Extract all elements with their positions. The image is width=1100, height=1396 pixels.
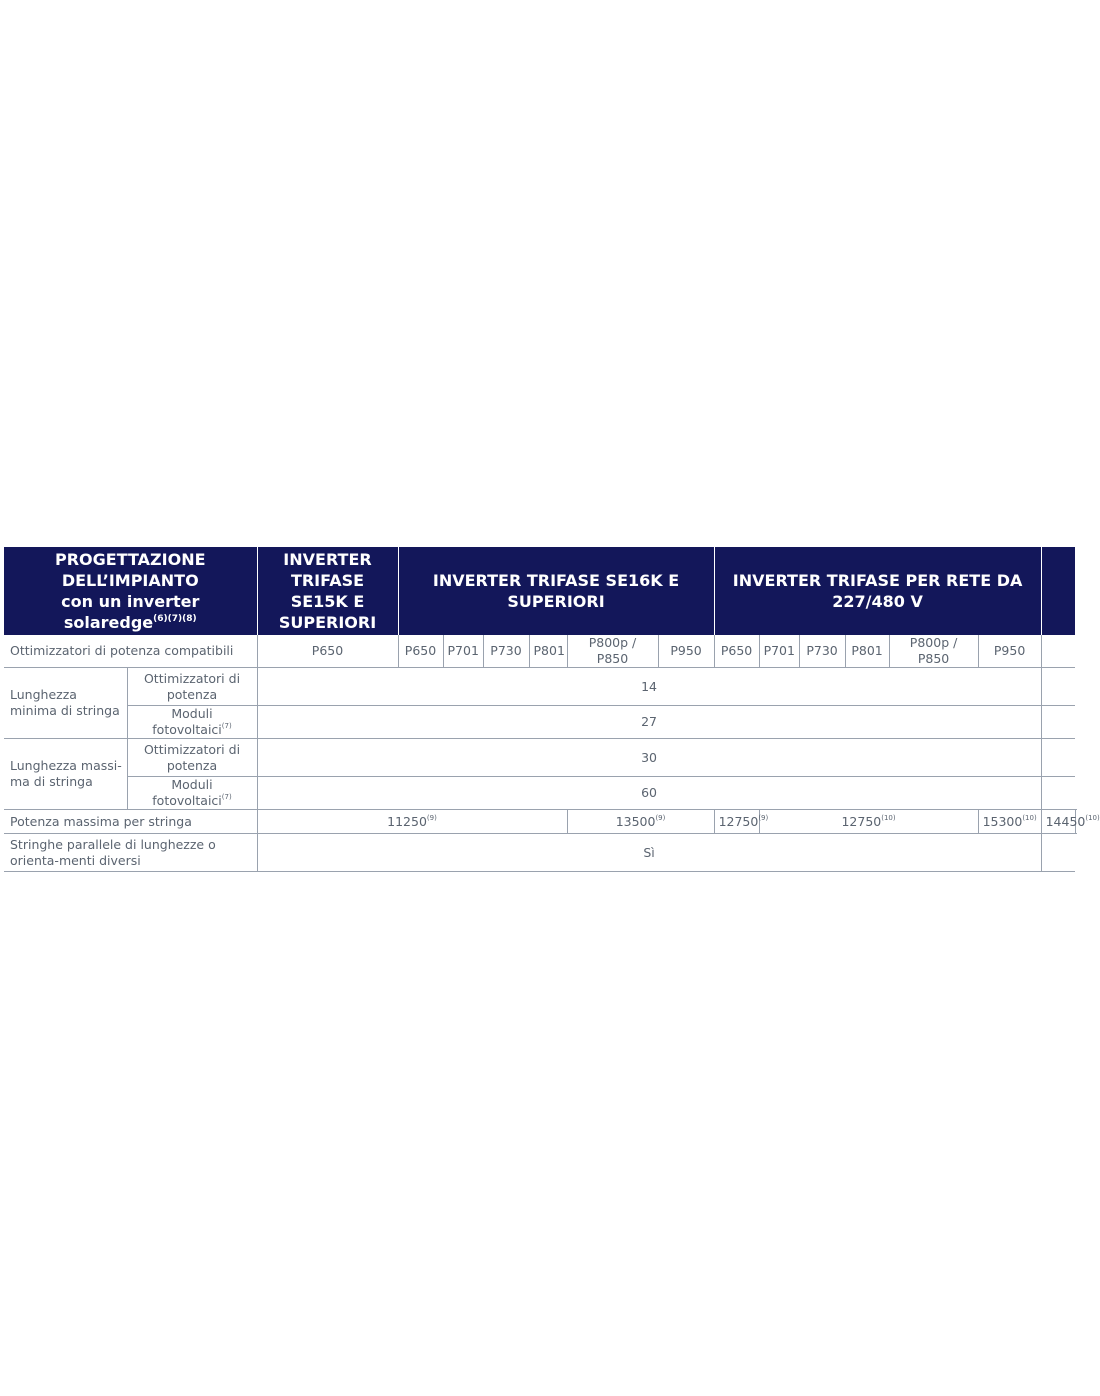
max-power-text: 12750 [718, 813, 759, 829]
min-modules-text: Moduli fotovoltaici [152, 706, 222, 737]
rete-optimizer: P701 [759, 635, 799, 668]
se15k-header: INVERTER TRIFASE SE15K E SUPERIORI [257, 547, 398, 635]
design-title-notes: (6)(7)(8) [153, 614, 197, 624]
max-modules-note: (7) [221, 793, 232, 801]
compatible-label: Ottimizzatori di potenza compatibili [4, 635, 257, 668]
max-string-modules-row [4, 777, 1076, 810]
max-power-value [759, 810, 978, 834]
max-modules-value: 60 [257, 777, 1041, 810]
rete-optimizer: P801 [845, 635, 889, 668]
max-power-text: 14450 [1045, 813, 1086, 829]
se16k-optimizer: P801 [529, 635, 567, 668]
max-optimizers-value: 30 [257, 739, 1041, 777]
se16k-optimizer: P701 [443, 635, 483, 668]
max-power-value [567, 810, 714, 834]
design-title-header [4, 547, 257, 635]
max-power-value [714, 810, 769, 834]
max-optimizers-label: Ottimizzatori di potenza [127, 739, 257, 777]
min-optimizers-value: 14 [257, 668, 1041, 706]
header-row [4, 547, 1076, 635]
parallel-row [4, 834, 1076, 872]
min-string-modules-row [4, 706, 1076, 739]
max-power-note: (10) [881, 813, 896, 822]
unit-header [1041, 547, 1075, 635]
max-power-note: (10) [1022, 813, 1037, 822]
unit-cell [1041, 635, 1075, 668]
se16k-header: INVERTER TRIFASE SE16K E SUPERIORI [398, 547, 714, 635]
se16k-optimizer: P730 [483, 635, 529, 668]
parallel-value: Sì [257, 834, 1041, 872]
rete-optimizer: P650 [714, 635, 759, 668]
max-power-note: (10) [1085, 813, 1100, 822]
max-power-label: Potenza massima per stringa [4, 810, 257, 834]
rete-optimizer: P730 [799, 635, 845, 668]
parallel-label: Stringhe parallele di lunghezze o orienta-menti diversi [4, 834, 257, 872]
max-modules-text: Moduli fotovoltaici [152, 777, 222, 808]
unit-cell [1041, 706, 1075, 739]
se16k-optimizer: P650 [398, 635, 443, 668]
se16k-optimizer: P950 [658, 635, 714, 668]
max-power-note: (9) [758, 813, 769, 822]
unit-cell [1041, 777, 1075, 810]
design-title-line1: PROGETTAZIONE [54, 550, 206, 569]
rete-header: INVERTER TRIFASE PER RETE DA 227/480 V [714, 547, 1041, 635]
max-power-text: 11250 [387, 813, 427, 829]
unit-cell [1041, 668, 1075, 706]
min-string-label: Lunghezza minima di stringa [4, 668, 127, 739]
min-modules-note: (7) [221, 722, 232, 730]
unit-cell [1041, 739, 1075, 777]
max-modules-label [127, 777, 257, 810]
max-string-label: Lunghezza massi-ma di stringa [4, 739, 127, 810]
min-modules-label [127, 706, 257, 739]
min-optimizers-label: Ottimizzatori di potenza [127, 668, 257, 706]
se16k-optimizer: P800p / P850 [567, 635, 658, 668]
se15k-optimizer: P650 [257, 635, 398, 668]
max-power-value [257, 810, 567, 834]
unit-cell [1041, 834, 1075, 872]
compatible-row [4, 635, 1076, 668]
rete-optimizer: P950 [978, 635, 1041, 668]
rete-optimizer: P800p / P850 [889, 635, 978, 668]
max-power-row [4, 810, 1076, 834]
max-power-value [978, 810, 1041, 834]
max-power-text: 15300 [982, 813, 1023, 829]
specs-table [4, 547, 1100, 872]
max-power-text: 12750 [841, 813, 882, 829]
min-string-optimizers-row [4, 668, 1076, 706]
max-power-note: (9) [655, 813, 666, 822]
design-title-line3: con un inverter solaredge [61, 592, 200, 632]
min-modules-value: 27 [257, 706, 1041, 739]
max-power-text: 13500 [615, 813, 656, 829]
max-power-note: (9) [426, 813, 437, 822]
design-title-line2: DELL’IMPIANTO [61, 571, 199, 590]
max-string-optimizers-row [4, 739, 1076, 777]
max-power-value [1041, 810, 1100, 834]
